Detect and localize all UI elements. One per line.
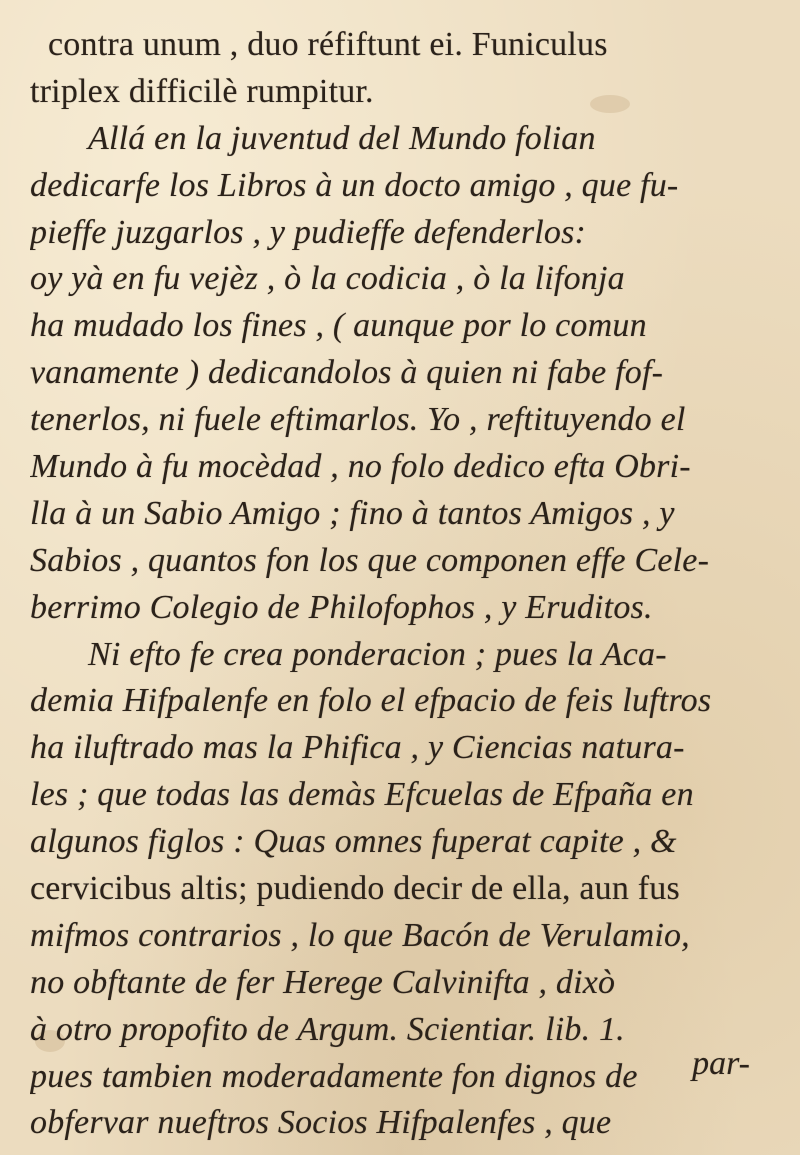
- text-line: tenerlos, ni fuele eftimarlos. Yo , reftituyendo el: [30, 401, 686, 439]
- text-line: dedicarfe los Libros à un docto amigo , que fu-: [30, 166, 679, 204]
- catchword: par-: [692, 1045, 750, 1082]
- text-line: Allá en la juventud del Mundo folian: [88, 119, 596, 157]
- text-line: pieffe juzgarlos , y pudieffe defenderlos:: [30, 213, 587, 251]
- text-line: berrimo Colegio de Philofophos , y Eruditos.: [30, 588, 653, 626]
- text-line: oy yà en fu vejèz , ò la codicia , ò la lifonja: [30, 260, 625, 298]
- text-line: pues tambien moderadamente fon dignos de: [30, 1057, 638, 1095]
- text-line: ha iluftrado mas la Phifica , y Ciencias natura-: [30, 729, 685, 767]
- text-line: à otro propofito de Argum. Scientiar. lib. 1.: [30, 1010, 625, 1048]
- text-line: triplex difficilè rumpitur.: [30, 72, 374, 110]
- text-line: Mundo à fu mocèdad , no folo dedico efta Obri-: [30, 448, 691, 486]
- text-line: obfervar nueftros Socios Hifpalenfes , que: [30, 1104, 612, 1142]
- text-line: les ; que todas las demàs Efcuelas de Efpaña en: [30, 776, 694, 814]
- text-line: algunos figlos : Quas omnes fuperat capite , &: [30, 823, 677, 861]
- page-text: [30, 22, 780, 1147]
- text-line: contra unum , duo réfiftunt ei. Funiculus: [48, 26, 608, 63]
- text-line: cervicibus altis; pudiendo decir de ella, aun fus: [30, 870, 680, 908]
- text-line: ha mudado los fines , ( aunque por lo comun: [30, 307, 647, 345]
- text-line: lla à un Sabio Amigo ; fino à tantos Amigos , y: [30, 494, 675, 532]
- text-line: mifmos contrarios , lo que Bacón de Verulamio,: [30, 916, 690, 954]
- text-line: vanamente ) dedicandolos à quien ni fabe fof-: [30, 354, 664, 392]
- text-line: Ni efto fe crea ponderacion ; pues la Aca-: [88, 635, 667, 673]
- text-line: no obftante de fer Herege Calvinifta , dixò: [30, 963, 616, 1001]
- text-line: Sabios , quantos fon los que componen effe Cele-: [30, 541, 710, 579]
- text-line: demia Hifpalenfe en folo el efpacio de feis luftros: [30, 682, 712, 720]
